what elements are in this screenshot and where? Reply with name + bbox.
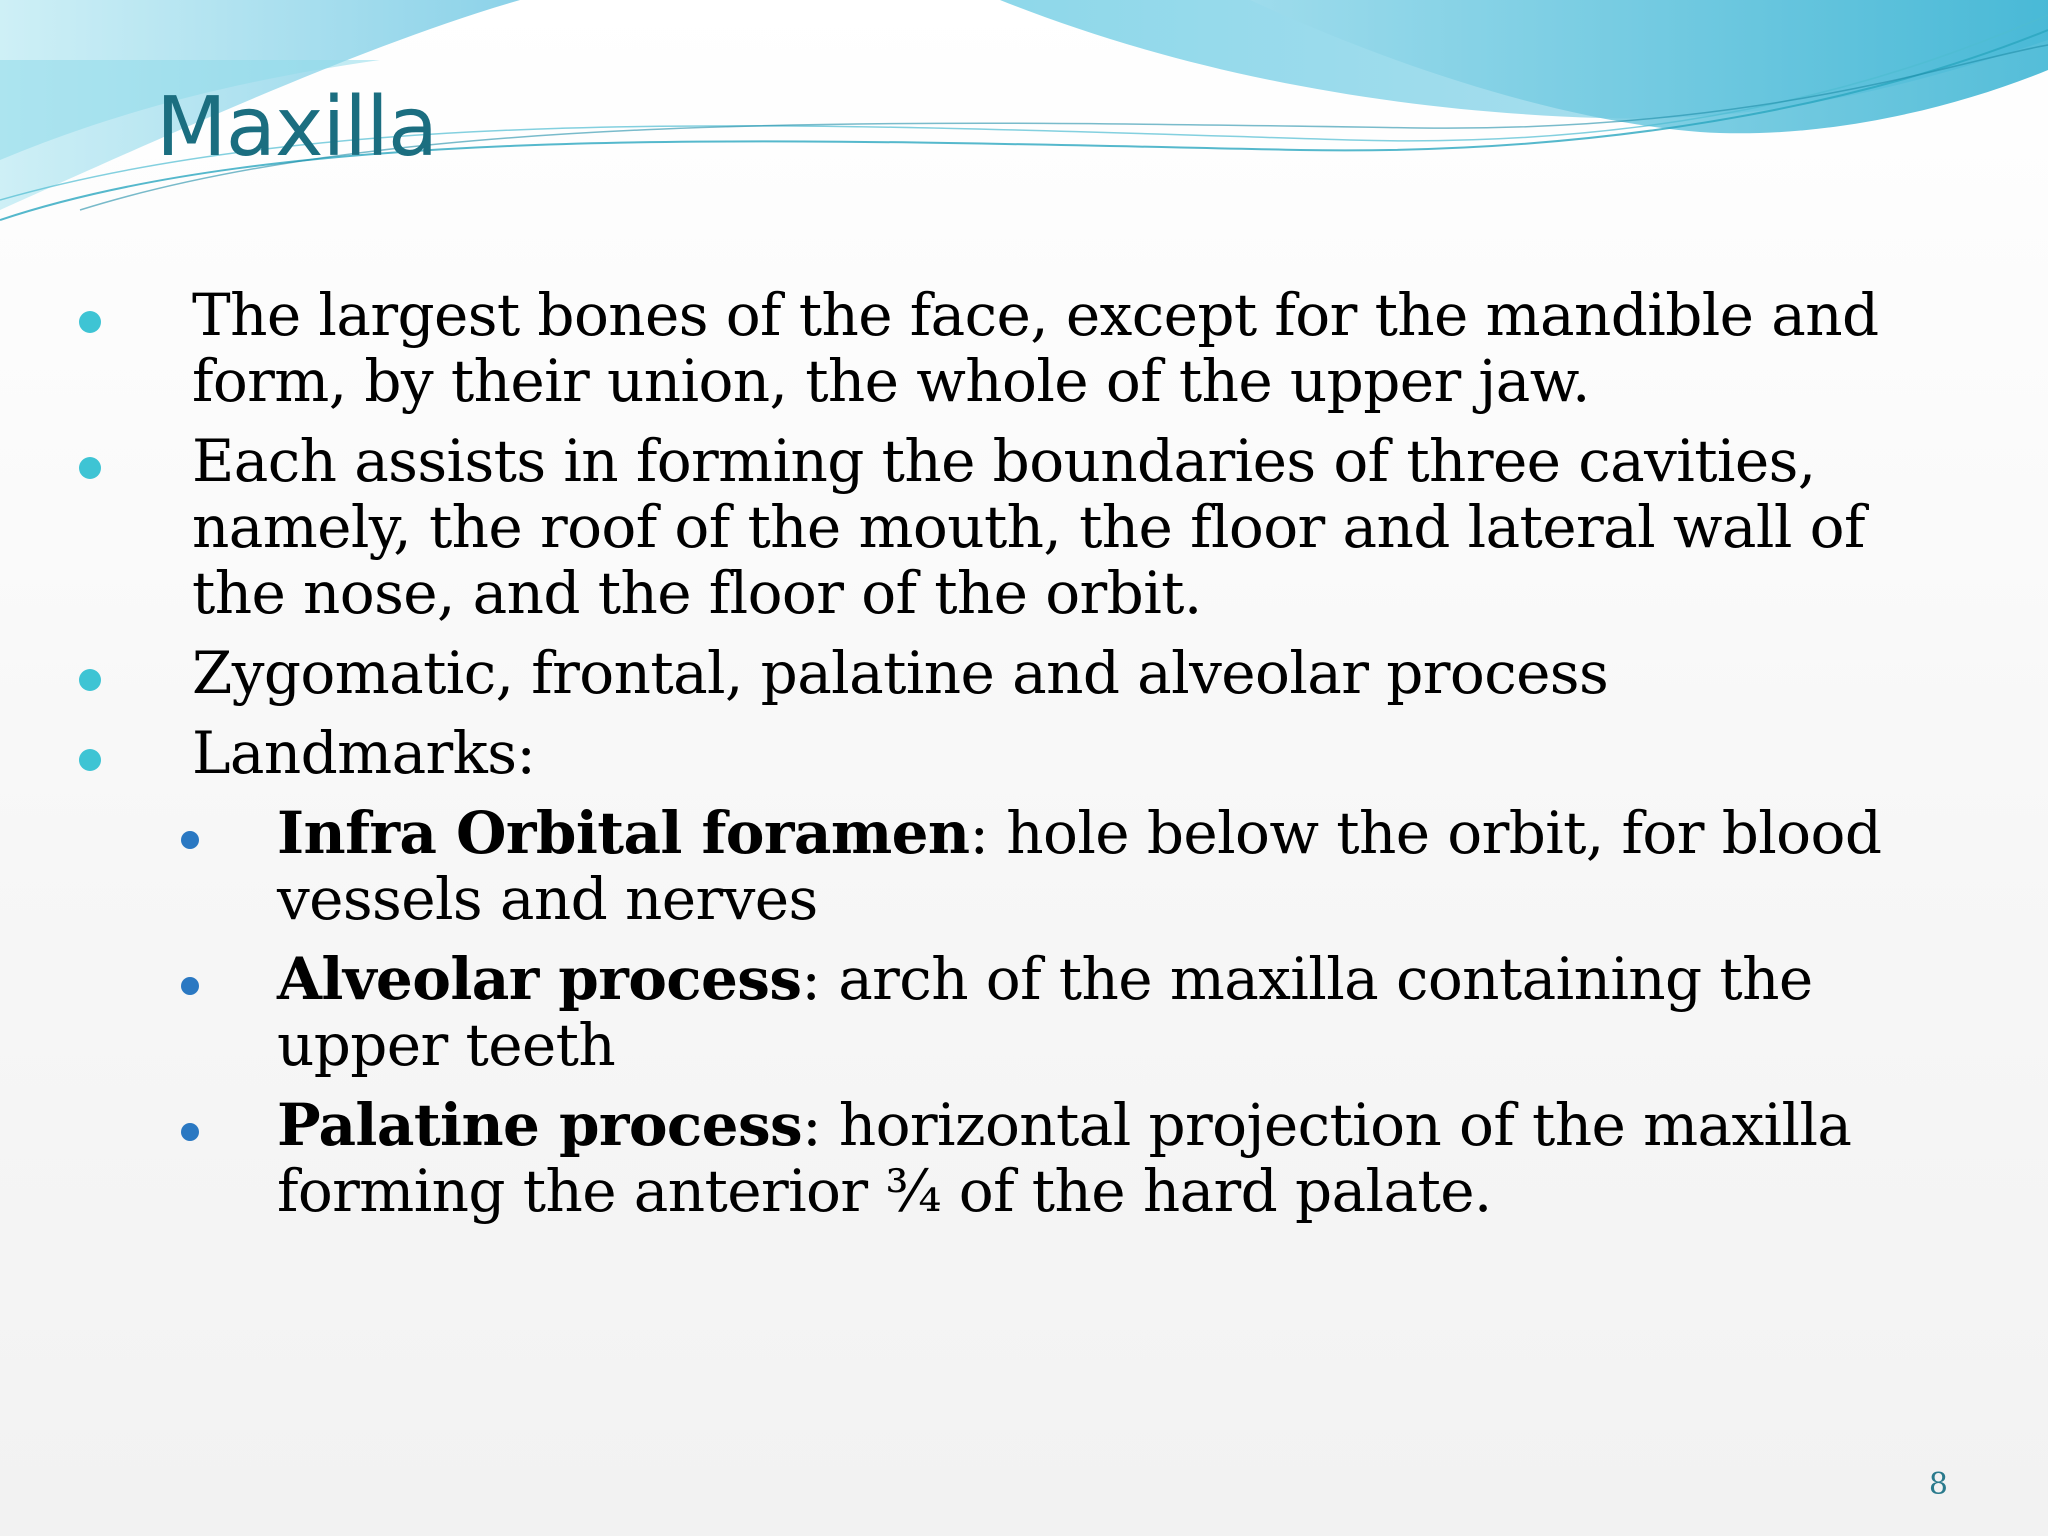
bullet-item [0,282,1932,414]
bullet-item [0,720,1932,786]
landmark-item [0,946,1947,1078]
bullet-text: Each assists in forming the boundaries of three cavities, namely, the roof of the mouth, the floor and lateral wall of the nose, and the floor of the orbit. [192,427,1865,627]
sub-bullet-dot-icon [181,977,199,995]
sub-bullet-dot-icon [181,1123,199,1141]
landmark-definition: : horizontal projection of the maxilla forming the anterior ¾ of the hard palate. [277,1091,1852,1225]
bullet-item [0,428,1932,626]
slide-title: Maxilla [156,80,438,175]
landmark-term: Infra Orbital foramen [277,799,970,867]
bullet-text: Landmarks: [192,719,536,787]
bullet-text: Zygomatic, frontal, palatine and alveolar process [192,639,1609,707]
landmark-definition: : arch of the maxilla containing the upper teeth [277,945,1813,1079]
bullet-text: The largest bones of the face, except for the mandible and form, by their union, the whole of the upper jaw. [192,281,1879,415]
landmark-item [0,1092,1947,1224]
bullet-item [0,640,1932,706]
bullet-dot-icon [79,311,101,333]
landmark-definition: : hole below the orbit, for blood vessels and nerves [277,799,1882,933]
bullet-dot-icon [79,669,101,691]
landmark-item [0,800,1947,932]
landmark-term: Alveolar process [277,945,802,1013]
sub-bullet-dot-icon [181,831,199,849]
content-body [0,282,2048,1238]
page-number: 8 [1928,1467,1948,1502]
bullet-dot-icon [79,457,101,479]
landmark-term: Palatine process [277,1091,803,1159]
bullet-dot-icon [79,749,101,771]
